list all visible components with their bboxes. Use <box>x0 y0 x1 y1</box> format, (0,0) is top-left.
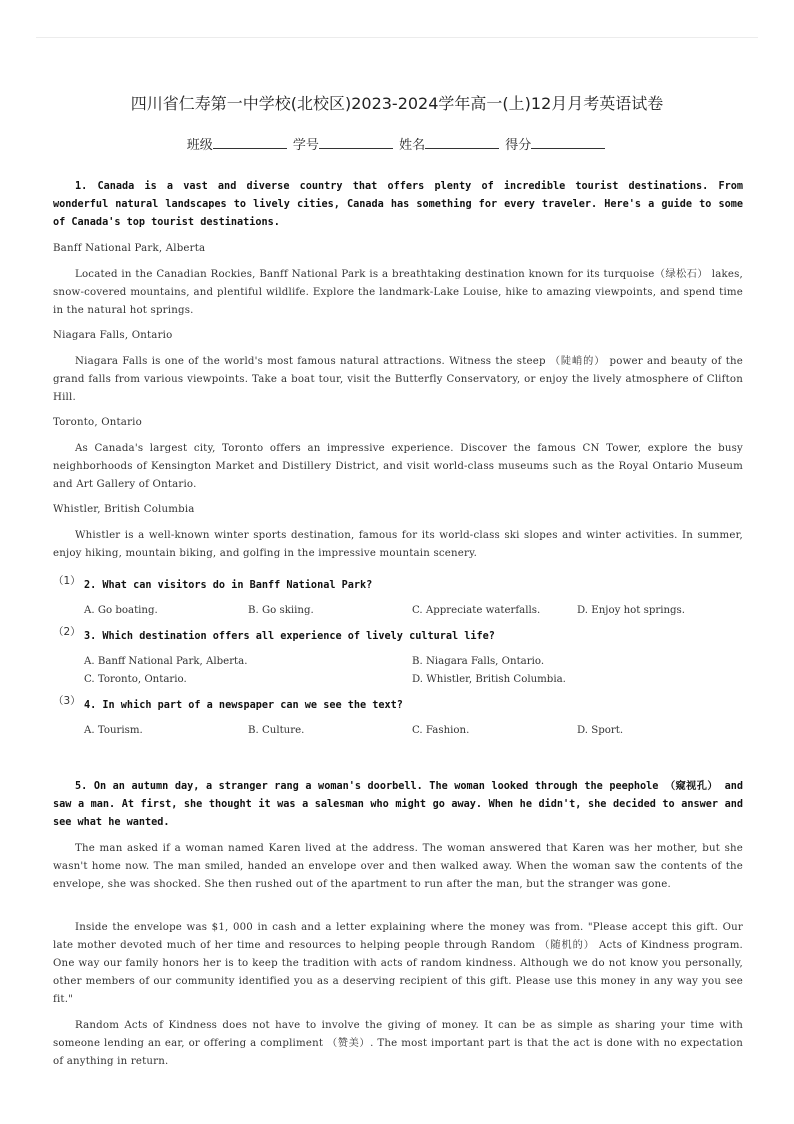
name-blank[interactable] <box>425 136 499 149</box>
subquestion-number: （3） <box>53 695 81 707</box>
option-d[interactable]: D. Sport. <box>577 725 624 736</box>
score-blank[interactable] <box>531 136 605 149</box>
section-heading-banff: Banff National Park, Alberta <box>53 243 206 254</box>
number-blank[interactable] <box>319 136 393 149</box>
number-label: 学号 <box>292 138 319 153</box>
subquestion-number: （1） <box>53 575 81 587</box>
subquestion-text: 3. Which destination offers all experience of lively cultural life? <box>84 631 495 642</box>
section-heading-whistler: Whistler, British Columbia <box>53 504 195 515</box>
section-text-whistler: Whistler is a well-known winter sports destination, famous for its world-class ski slopes and winter activities. In summer, enjoy hiking, mountain biking, and golfing in the impressive mountain scenery. <box>53 530 743 559</box>
option-c[interactable]: C. Appreciate waterfalls. <box>412 605 541 616</box>
section-heading-niagara: Niagara Falls, Ontario <box>53 330 173 341</box>
section-heading-toronto: Toronto, Ontario <box>53 417 142 428</box>
question-5-intro: 5. On an autumn day, a stranger rang a woman's doorbell. The woman looked through the peephole （窥视孔） and saw a man. At first, she thought it was a salesman who might go away. When he didn't, she decided to answer and see what he wanted. <box>53 781 743 828</box>
subquestion-text: 4. In which part of a newspaper can we see the text? <box>84 700 403 711</box>
passage-paragraph: Random Acts of Kindness does not have to involve the giving of money. It can be as simple as sharing your time with someone lending an ear, or offering a compliment （赞美）. The most important part is that the act is done with no expectation of anything in return. <box>53 1020 743 1067</box>
class-label: 班级 <box>186 138 213 153</box>
question-1-intro: 1. Canada is a vast and diverse country that offers plenty of incredible tourist destinations. From wonderful natural landscapes to lively cities, Canada has something for every traveler. Here's a guide to some of Canada's top tourist destinations. <box>53 181 743 228</box>
name-label: 姓名 <box>399 138 426 153</box>
option-c[interactable]: C. Fashion. <box>412 725 470 736</box>
option-d[interactable]: D. Whistler, British Columbia. <box>412 674 566 685</box>
top-divider <box>36 37 758 38</box>
score-label: 得分 <box>505 138 532 153</box>
section-text-toronto: As Canada's largest city, Toronto offers an impressive experience. Discover the famous CN Tower, explore the busy neighborhoods of Kensington Market and Distillery District, and visit world-class museums such as the Royal Ontario Museum and Art Gallery of Ontario. <box>53 443 743 490</box>
option-b[interactable]: B. Culture. <box>248 725 305 736</box>
option-a[interactable]: A. Tourism. <box>84 725 143 736</box>
section-text-niagara: Niagara Falls is one of the world's most famous natural attractions. Witness the steep （陡峭的） power and beauty of the grand falls from various viewpoints. Take a boat tour, visit the Butterfly Conservatory, or enjoy the lively atmosphere of Clifton Hill. <box>53 356 743 403</box>
section-text-banff: Located in the Canadian Rockies, Banff National Park is a breathtaking destination known for its turquoise（绿松石） lakes, snow-covered mountains, and plentiful wildlife. Explore the landmark-Lake Louise, hike to amazing viewpoints, and spend time in the natural hot springs. <box>53 269 743 316</box>
class-blank[interactable] <box>213 136 287 149</box>
subquestion-text: 2. What can visitors do in Banff National Park? <box>84 580 373 591</box>
passage-paragraph: Inside the envelope was $1, 000 in cash and a letter explaining where the money was from. "Please accept this gift. Our late mother devoted much of her time and resources to helping people through Random （随机的） Acts of Kindness program. One way our family honors her is to keep the tradition with acts of random kindness. Although we do not know you personally, other members of our community identified you as a deserving recipient of this gift. Please use this money in any way you see fit." <box>53 922 743 1005</box>
subquestion-number: （2） <box>53 626 81 638</box>
option-b[interactable]: B. Go skiing. <box>248 605 314 616</box>
option-d[interactable]: D. Enjoy hot springs. <box>577 605 686 616</box>
passage-paragraph: The man asked if a woman named Karen lived at the address. The woman answered that Karen was her mother, but she wasn't home now. The man smiled, handed an envelope over and then walked away. When the woman saw the contents of the envelope, she was shocked. She then rushed out of the apartment to run after the man, but the stranger was gone. <box>53 843 743 890</box>
option-a[interactable]: A. Go boating. <box>84 605 158 616</box>
option-a[interactable]: A. Banff National Park, Alberta. <box>84 656 248 667</box>
student-info-line <box>0 134 794 153</box>
option-b[interactable]: B. Niagara Falls, Ontario. <box>412 656 545 667</box>
exam-title: 四川省仁寿第一中学校(北校区)2023-2024学年高一(上)12月月考英语试卷 <box>130 94 664 113</box>
option-c[interactable]: C. Toronto, Ontario. <box>84 674 187 685</box>
